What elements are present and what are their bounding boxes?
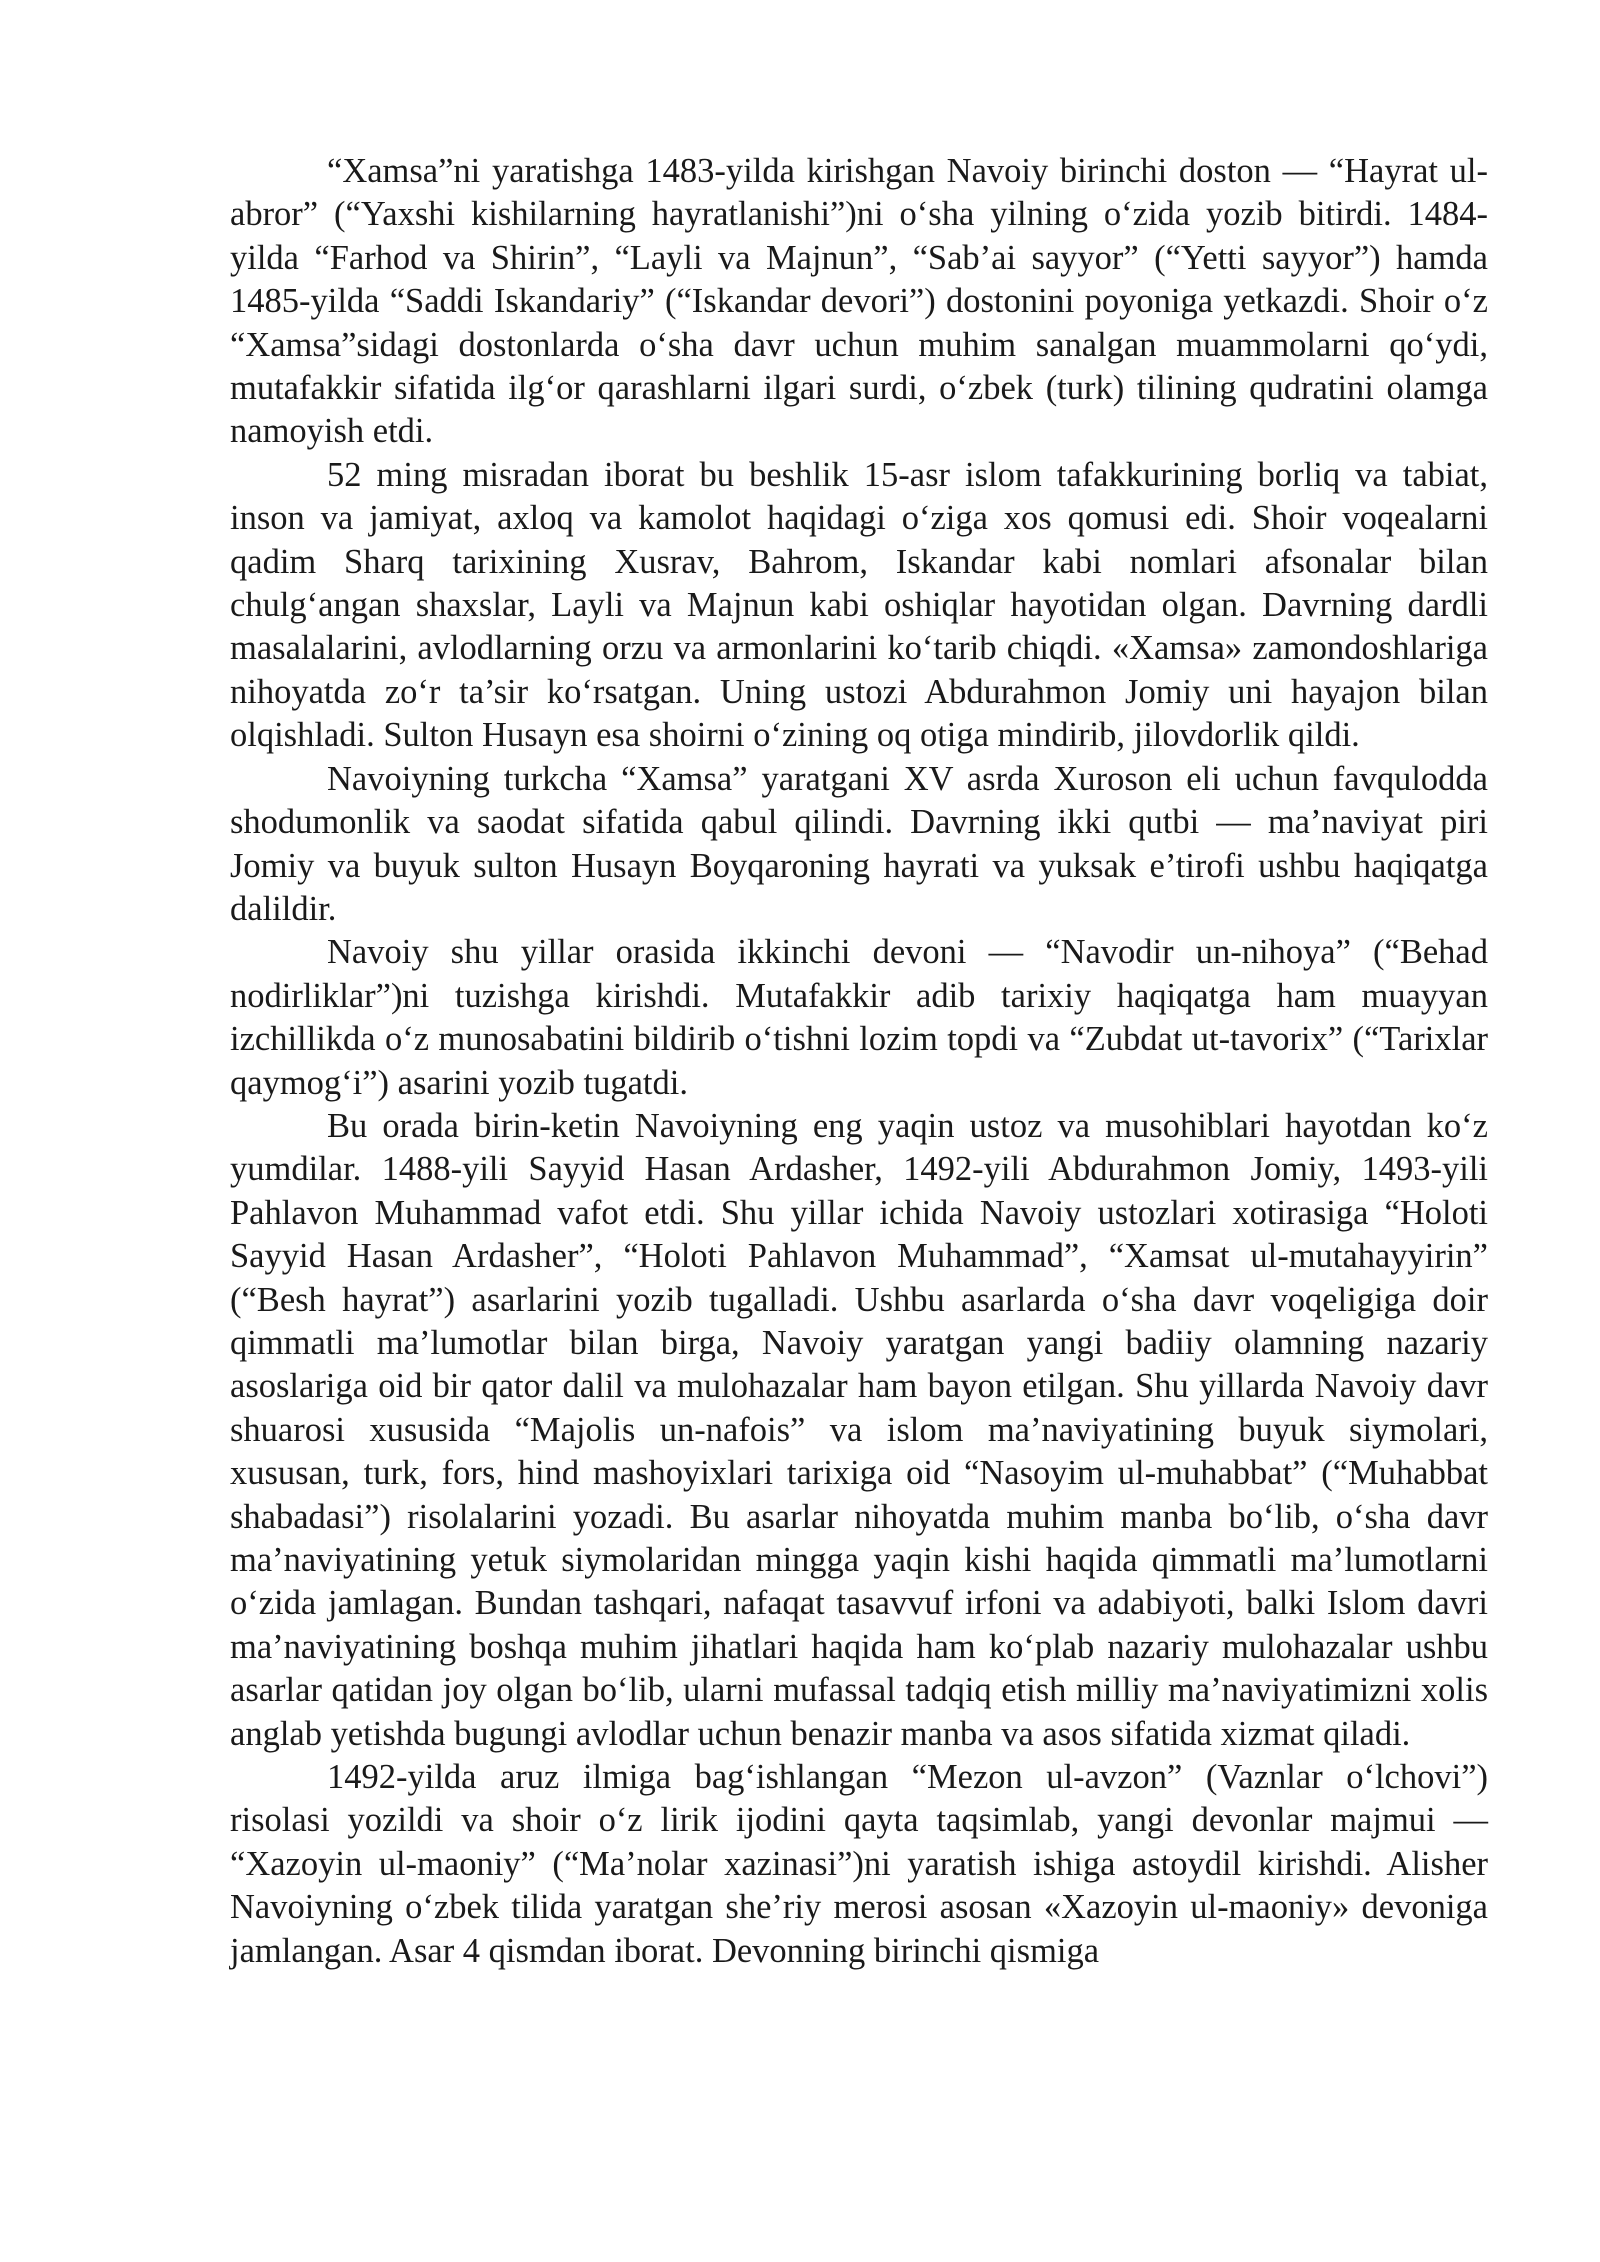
paragraph-3: Navoiyning turkcha “Xamsa” yaratgani XV asrda Xuroson eli uchun favqulodda shodumonlik va saodat sifatida qabul qilindi. Davrning ikki qutbi — ma’naviyat piri Jomiy va buyuk sulton Husayn Boyqaroning hayrati va yuksak e’tirofi ushbu haqiqatga dalildir. [230,759,1488,928]
paragraph-6: 1492-yilda aruz ilmiga bag‘ishlangan “Mezon ul-avzon” (Vaznlar o‘lchovi”) risolasi yozildi va shoir o‘z lirik ijodini qayta taqsimlab, yangi devonlar majmui — “Xazoyin ul-maoniy” (“Ma’nolar xazinasi”)ni yaratish ishiga astoydil kirishdi. Alisher Navoiyning o‘zbek tilida yaratgan she’riy merosi asosan «Xazoyin ul-maoniy» devoniga jamlangan. Asar 4 qismdan iborat. Devonning birinchi qismiga [230,1758,1488,1970]
body-text [230,150,1488,1973]
paragraph-2: 52 ming misradan iborat bu beshlik 15-asr islom tafakkurining borliq va tabiat, inson va jamiyat, axloq va kamolot haqidagi o‘ziga xos qomusi edi. Shoir voqealarni qadim Sharq tarixining Xusrav, Bahrom, Iskandar kabi nomlari afsonalar bilan chulg‘angan shaxslar, Layli va Majnun kabi oshiqlar hayotidan olgan. Davrning dardli masalalarini, avlodlarning orzu va armonlarini ko‘tarib chiqdi. «Xamsa» zamondoshlariga nihoyatda zo‘r ta’sir ko‘rsatgan. Uning ustozi Abdurahmon Jomiy uni hayajon bilan olqishladi. Sulton Husayn esa shoirni o‘zining oq otiga mindirib, jilovdorlik qildi. [230,455,1488,755]
paragraph-1: “Xamsa”ni yaratishga 1483-yilda kirishgan Navoiy birinchi doston — “Hayrat ul-abror” (“Yaxshi kishilarning hayratlanishi”)ni o‘sha yilning o‘zida yozib bitirdi. 1484-yilda “Farhod va Shirin”, “Layli va Majnun”, “Sab’ai sayyor” (“Yetti sayyor”) hamda 1485-yilda “Saddi Iskandariy” (“Iskandar devori”) dostonini poyoniga yetkazdi. Shoir o‘z “Xamsa”sidagi dostonlarda o‘sha davr uchun muhim sanalgan muammolarni qo‘ydi, mutafakkir sifatida ilg‘or qarashlarni ilgari surdi, o‘zbek (turk) tilining qudratini olamga namoyish etdi. [230,152,1488,451]
paragraph-4: Navoiy shu yillar orasida ikkinchi devoni — “Navodir un-nihoya” (“Behad nodirliklar”)ni tuzishga kirishdi. Mutafakkir adib tarixiy haqiqatga ham muayyan izchillikda o‘z munosabatini bildirib o‘tishni lozim topdi va “Zubdat ut-tavorix” (“Tarixlar qaymog‘i”) asarini yozib tugatdi. [230,933,1488,1102]
paragraph-5: Bu orada birin-ketin Navoiyning eng yaqin ustoz va musohiblari hayotdan ko‘z yumdilar. 1488-yili Sayyid Hasan Ardasher, 1492-yili Abdurahmon Jomiy, 1493-yili Pahlavon Muhammad vafot etdi. Shu yillar ichida Navoiy ustozlari xotirasiga “Holoti Sayyid Hasan Ardasher”, “Holoti Pahlavon Muhammad”, “Xamsat ul-mutahayyirin” (“Besh hayrat”) asarlarini yozib tugalladi. Ushbu asarlarda o‘sha davr voqeligiga doir qimmatli ma’lumotlar bilan birga, Navoiy yaratgan yangi badiiy olamning nazariy asoslariga oid bir qator dalil va mulohazalar ham bayon etilgan. Shu yillarda Navoiy davr shuarosi xususida “Majolis un-nafois” va islom ma’naviyatining buyuk siymolari, xususan, turk, fors, hind mashoyixlari tarixiga oid “Nasoyim ul-muhabbat” (“Muhabbat shabadasi”) risolalarini yozadi. Bu asarlar nihoyatda muhim manba bo‘lib, o‘sha davr ma’naviyatining yetuk siymolaridan mingga yaqin kishi haqida qimmatli ma’lumotlarni o‘zida jamlagan. Bundan tashqari, nafaqat tasavvuf irfoni va adabiyoti, balki Islom davri ma’naviyatining boshqa muhim jihatlari haqida ham ko‘plab nazariy mulohazalar ushbu asarlar qatidan joy olgan bo‘lib, ularni mufassal tadqiq etish milliy ma’naviyatimizni xolis anglab yetishda bugungi avlodlar uchun benazir manba va asos sifatida xizmat qiladi. [230,1106,1488,1753]
